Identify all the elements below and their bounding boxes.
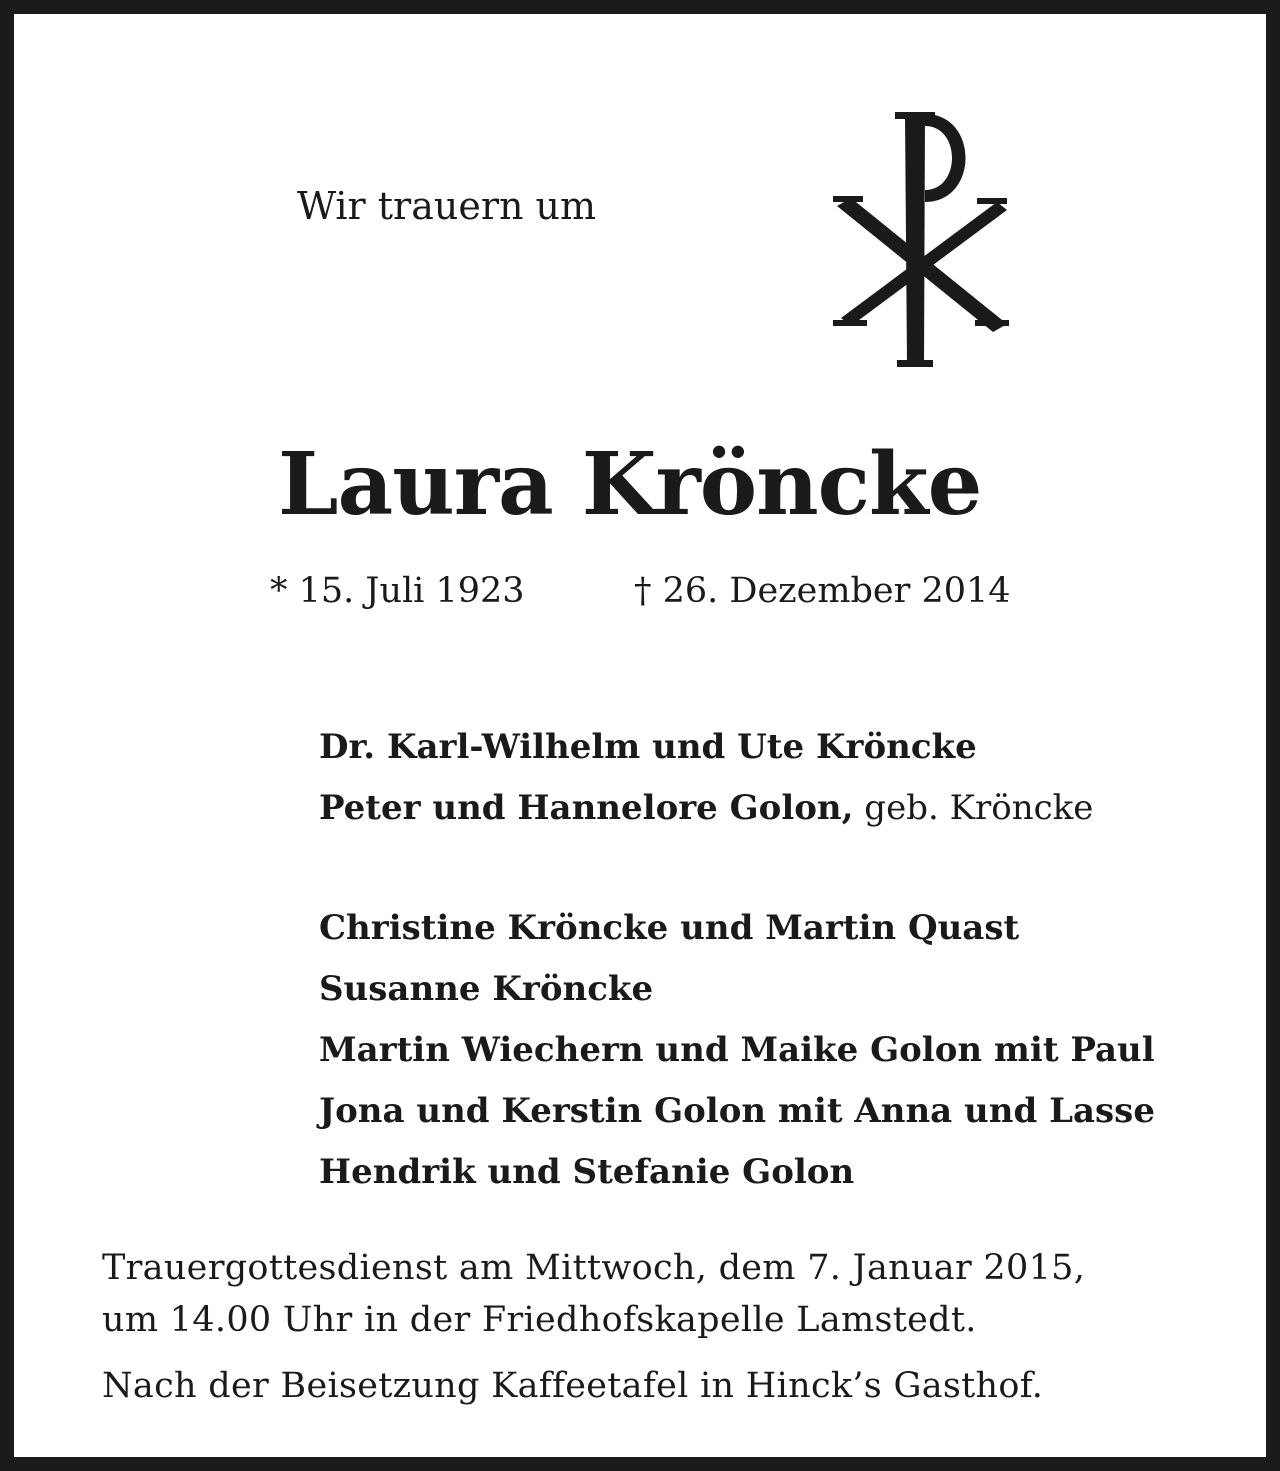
service-line: um 14.00 Uhr in der Friedhofskapelle Lamstedt.: [102, 1300, 977, 1340]
deceased-name: Laura Kröncke: [278, 434, 982, 535]
spacer: [319, 839, 1155, 898]
mourner-line: Hendrik und Stefanie Golon: [319, 1152, 855, 1192]
mourner-line: Christine Kröncke und Martin Quast: [319, 908, 1020, 948]
mourner-line: Dr. Karl-Wilhelm und Ute Kröncke: [319, 727, 977, 767]
mourners-list: [319, 717, 1155, 1203]
reception-info: Nach der Beisetzung Kaffeetafel in Hinck’s Gasthof.: [102, 1366, 1044, 1406]
birth-date: * 15. Juli 1923: [270, 571, 525, 611]
mourner-note: geb. Kröncke: [853, 788, 1094, 828]
service-line: Trauergottesdienst am Mittwoch, dem 7. Januar 2015,: [102, 1248, 1086, 1288]
mourner-line: Martin Wiechern und Maike Golon mit Paul: [319, 1030, 1155, 1070]
mourner-line: [319, 778, 1155, 839]
mourner-line: Susanne Kröncke: [319, 969, 654, 1009]
service-info: [102, 1242, 1085, 1346]
mourner-line: Jona und Kerstin Golon mit Anna und Lasse: [319, 1091, 1155, 1131]
death-date: † 26. Dezember 2014: [634, 571, 1011, 611]
chi-rho-icon: [829, 110, 1011, 370]
life-dates: [270, 571, 1011, 611]
intro-text: Wir trauern um: [297, 184, 597, 228]
mourner-name: Peter und Hannelore Golon,: [319, 788, 854, 828]
